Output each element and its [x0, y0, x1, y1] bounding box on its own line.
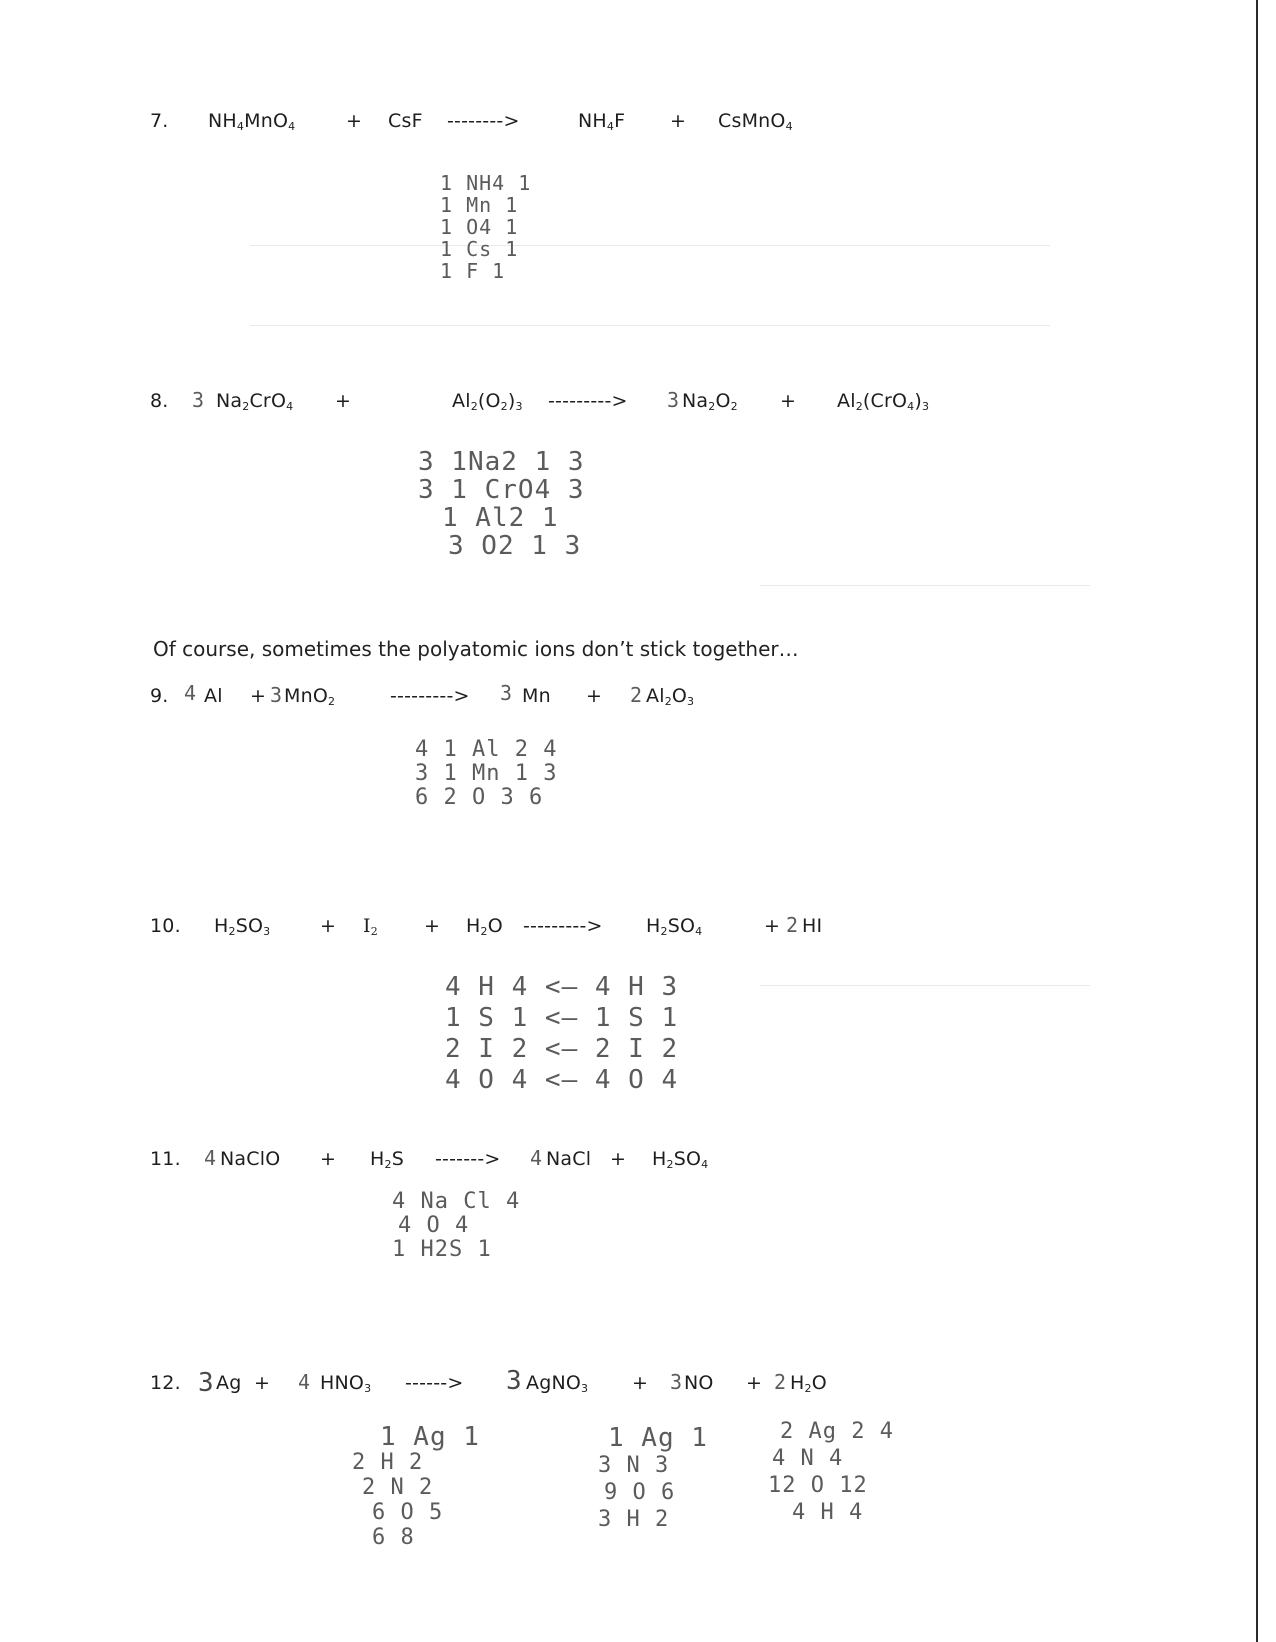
plus-sign: +	[610, 1148, 627, 1170]
handwritten-work-left	[352, 1422, 480, 1550]
question-number: 10.	[150, 915, 181, 937]
coefficient: 2	[786, 913, 799, 937]
work-line: 3 1 Mn 1 3	[415, 761, 558, 786]
work-line: 1 Cs 1	[440, 237, 519, 261]
reactant: CsF	[388, 110, 423, 132]
coefficient: 3	[667, 388, 680, 412]
reactant: $H_2S$	[370, 1148, 404, 1171]
question-number: 8.	[150, 390, 169, 412]
work-line: 2 Ag 2 4	[780, 1419, 894, 1444]
work-line: 4 N 4	[772, 1446, 844, 1471]
reactant: NaClO	[220, 1148, 281, 1170]
handwritten-work	[392, 1190, 520, 1262]
coefficient: 2	[630, 683, 643, 707]
reactant: $NH_4MnO_4$	[208, 110, 296, 133]
work-line: 3 O2 1 3	[448, 531, 582, 561]
reactant: $I_2$	[363, 915, 378, 938]
product: HI	[802, 915, 823, 937]
arrow: ------>	[405, 1372, 464, 1394]
handwritten-work	[418, 448, 585, 560]
work-line: 1 H2S 1	[392, 1237, 492, 1262]
plus-sign: +	[335, 390, 352, 412]
product: NaCl	[546, 1148, 592, 1170]
plus-sign: +	[250, 685, 267, 707]
reactant: $H_2SO_3$	[214, 915, 271, 938]
product: $NH_4F$	[578, 110, 626, 133]
coefficient: 3	[500, 681, 513, 705]
arrow: -------->	[447, 110, 520, 132]
coefficient: 3	[506, 1366, 522, 1396]
plus-sign: +	[346, 110, 363, 132]
bleed-line	[760, 985, 1090, 986]
work-line: 4 O 4 <— 4 O 4	[445, 1065, 679, 1095]
question-number: 11.	[150, 1148, 181, 1170]
work-line: 2 H 2	[352, 1450, 424, 1475]
reactant: $Na_2CrO_4$	[216, 390, 294, 413]
question-number: 7.	[150, 110, 169, 132]
work-line: 3 N 3	[598, 1453, 670, 1478]
work-line: 2 I 2 <— 2 I 2	[445, 1034, 679, 1064]
work-line: 1 Ag 1	[380, 1422, 480, 1452]
product: $H_2SO_4$	[652, 1148, 709, 1171]
page-edge	[1256, 0, 1258, 1642]
plus-sign: +	[632, 1372, 649, 1394]
product: $H_2O$	[790, 1372, 827, 1395]
coefficient: 3	[670, 1370, 683, 1394]
product: $Al_2(CrO_4)_3$	[837, 390, 930, 413]
plus-sign: +	[780, 390, 797, 412]
work-line: 4 H 4	[792, 1500, 864, 1525]
work-line: 1 O4 1	[440, 215, 519, 239]
work-line: 1 NH4 1	[440, 171, 532, 195]
plus-sign: +	[320, 1148, 337, 1170]
question-number: 9.	[150, 685, 169, 707]
work-line: 3 1 CrO4 3	[418, 475, 585, 505]
work-line: 1 S 1 <— 1 S 1	[445, 1003, 679, 1033]
coefficient: 4	[204, 1146, 217, 1170]
coefficient: 4	[298, 1370, 311, 1394]
coefficient: 2	[774, 1370, 787, 1394]
coefficient: 4	[530, 1146, 543, 1170]
arrow: --------->	[548, 390, 628, 412]
coefficient: 3	[270, 683, 283, 707]
plus-sign: +	[746, 1372, 763, 1394]
reactant: $H_2O$	[466, 915, 503, 938]
handwritten-work-mid	[598, 1425, 708, 1533]
bleed-line	[760, 585, 1090, 586]
plus-sign: +	[586, 685, 603, 707]
work-line: 3 1Na2 1 3	[418, 447, 585, 477]
work-line: 12 O 12	[768, 1473, 868, 1498]
product: $Al_2O_3$	[646, 685, 695, 708]
work-line: 4 O 4	[398, 1213, 470, 1238]
coefficient: 3	[192, 388, 205, 412]
work-line: 6 2 O 3 6	[415, 785, 544, 810]
coefficient: 4	[184, 681, 197, 705]
work-line: 2 N 2	[362, 1475, 434, 1500]
arrow: --------->	[390, 685, 470, 707]
product: NO	[684, 1372, 714, 1394]
handwritten-work	[440, 172, 531, 282]
reactant: Ag	[216, 1372, 242, 1394]
product: AgNO$_3$	[526, 1372, 589, 1395]
work-line: 6 8	[372, 1525, 415, 1550]
work-line: 1 F 1	[440, 259, 506, 283]
arrow: --------->	[523, 915, 603, 937]
work-line: 6 O 5	[372, 1500, 444, 1525]
product: Mn	[522, 685, 551, 707]
work-line: 4 1 Al 2 4	[415, 737, 558, 762]
plus-sign: +	[670, 110, 687, 132]
bleed-line	[250, 325, 1050, 326]
work-line: 3 H 2	[598, 1507, 670, 1532]
reactant: MnO$_2$	[284, 685, 336, 708]
handwritten-work	[415, 738, 557, 810]
product: $Na_2O_2$	[682, 390, 738, 413]
product: $H_2SO_4$	[646, 915, 703, 938]
plus-sign: +	[764, 915, 781, 937]
reactant: $HNO_3$	[320, 1372, 372, 1395]
coefficient: 3	[198, 1368, 214, 1398]
bleed-line	[250, 245, 1050, 246]
work-line: 1 Mn 1	[440, 193, 519, 217]
work-line: 1 Ag 1	[608, 1423, 708, 1453]
handwritten-work-right	[768, 1418, 894, 1526]
handwritten-work	[445, 972, 678, 1096]
plus-sign: +	[424, 915, 441, 937]
arrow: ------->	[435, 1148, 501, 1170]
product: CsMnO$_4$	[718, 110, 793, 133]
work-line: 4 Na Cl 4	[392, 1189, 521, 1214]
instruction-note: Of course, sometimes the polyatomic ions don’t stick together…	[153, 637, 799, 661]
reactant: $Al_2(O_2)_3$	[452, 390, 523, 413]
reactant: Al	[204, 685, 223, 707]
work-line: 9 O 6	[604, 1480, 676, 1505]
work-line: 4 H 4 <— 4 H 3	[445, 972, 679, 1002]
plus-sign: +	[254, 1372, 271, 1394]
plus-sign: +	[320, 915, 337, 937]
work-line: 1 Al2 1	[442, 503, 559, 533]
question-number: 12.	[150, 1372, 181, 1394]
